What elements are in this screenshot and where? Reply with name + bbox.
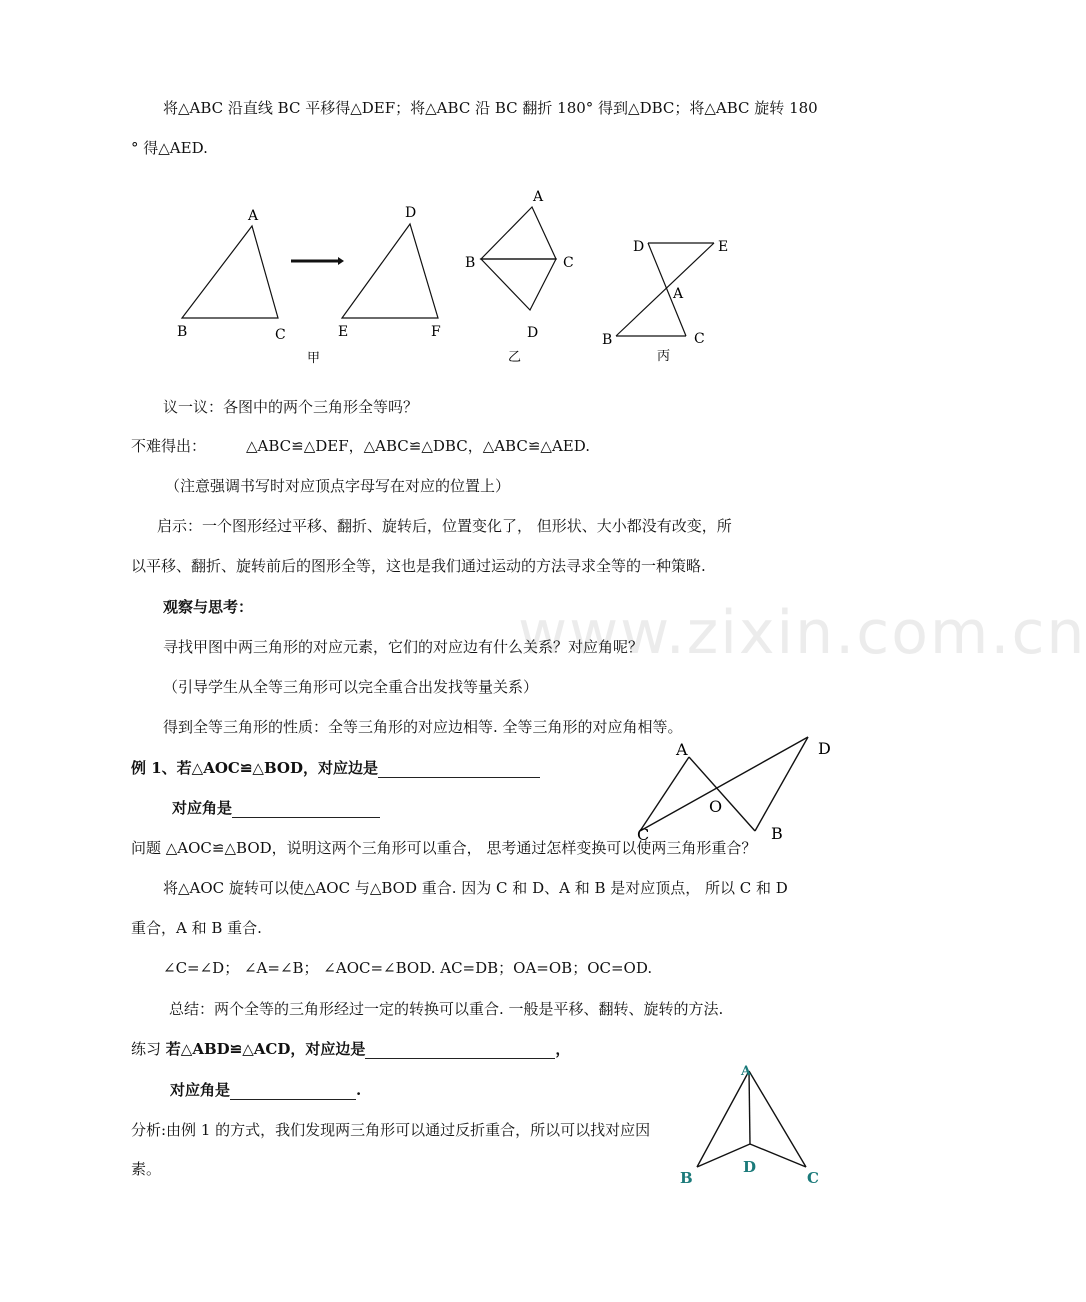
label-ex1-o: O xyxy=(709,797,723,816)
result-label: 不难得出： xyxy=(131,437,207,455)
label-yi-b: B xyxy=(465,255,476,271)
label-ex1-d: D xyxy=(818,739,831,758)
practice-comma: ， xyxy=(555,1040,571,1058)
triangle-def xyxy=(342,224,438,318)
label-pr-d: D xyxy=(743,1158,757,1176)
analysis-line-1: 分析:由例 1 的方式，我们发现两三角形可以通过反折重合，所以可以找对应因 xyxy=(131,1121,651,1139)
label-bing-d: D xyxy=(633,239,645,255)
observe-question: 寻找甲图中两三角形的对应元素，它们的对应边有什么关系？对应角呢？ xyxy=(163,638,644,656)
label-yi-c: C xyxy=(563,255,574,271)
label-yi-a: A xyxy=(533,189,544,205)
label-jia-a: A xyxy=(248,208,259,224)
practice-angles-blank[interactable] xyxy=(230,1083,356,1100)
insight-line-2: 以平移、翻折、旋转前后的图形全等，这也是我们通过运动的方法寻求全等的一种策略. xyxy=(131,557,706,575)
question: 问题 △AOC≌△BOD，说明这两个三角形可以重合， 思考通过怎样变换可以使两三角形重合？ xyxy=(131,839,757,857)
example1-sides-blank[interactable] xyxy=(378,761,540,778)
label-jia-b: B xyxy=(177,324,188,340)
label-bing-b: B xyxy=(602,332,613,348)
intro-line-2: ° 得△AED. xyxy=(131,139,208,157)
observe-title: 观察与思考： xyxy=(163,598,254,616)
explain-line-2: 重合，A 和 B 重合. xyxy=(131,919,262,937)
caption-jia: 甲 xyxy=(307,351,321,366)
label-def-e: E xyxy=(338,324,349,340)
practice-angle-text: 对应角是 xyxy=(170,1081,231,1099)
label-ex1-b: B xyxy=(771,824,783,843)
label-pr-c: C xyxy=(807,1169,819,1187)
label-yi-d: D xyxy=(527,325,539,341)
note-2: （引导学生从全等三角形可以完全重合出发找等量关系） xyxy=(163,678,539,696)
practice-period: . xyxy=(356,1081,362,1099)
translate-arrow-head xyxy=(338,257,344,265)
label-ex1-a: A xyxy=(676,740,688,759)
equalities: ∠C=∠D； ∠A=∠B； ∠AOC=∠BOD. AC=DB；OA=OB；OC=OD. xyxy=(163,959,653,977)
label-bing-e: E xyxy=(718,239,729,255)
property: 得到全等三角形的性质：全等三角形的对应边相等. 全等三角形的对应角相等。 xyxy=(163,718,683,736)
label-jia-c: C xyxy=(275,327,286,343)
example1-angles-blank[interactable] xyxy=(232,801,380,818)
label-def-d: D xyxy=(405,205,417,221)
result-text: △ABC≌△DEF，△ABC≌△DBC，△ABC≌△AED. xyxy=(246,437,590,455)
example1-text: 例 1、若△AOC≌△BOD，对应边是 xyxy=(131,759,378,777)
example1-angle-line xyxy=(172,798,380,818)
label-bing-a: A xyxy=(673,286,684,302)
practice-angle-line xyxy=(170,1080,361,1100)
note-1: （注意强调书写时对应顶点字母写在对应的位置上） xyxy=(165,477,511,495)
label-pr-a: A xyxy=(741,1064,752,1079)
triangle-abc-yi xyxy=(481,207,556,259)
caption-bing: 丙 xyxy=(657,349,671,364)
watermark: www.zixin.com.cn xyxy=(518,598,1086,668)
label-def-f: F xyxy=(431,324,441,340)
label-bing-c: C xyxy=(694,331,705,347)
triangle-dbc-yi xyxy=(481,259,556,310)
example1-line xyxy=(131,758,540,778)
explain-line-1: 将△AOC 旋转可以使△AOC 与△BOD 重合. 因为 C 和 D、A 和 B 是对应顶点， 所以 C 和 D xyxy=(163,879,788,897)
practice-text: 若△ABD≌△ACD，对应边是 xyxy=(165,1040,366,1058)
practice-line xyxy=(131,1039,570,1059)
triangle-abc-jia xyxy=(182,226,278,318)
summary: 总结：两个全等的三角形经过一定的转换可以重合. 一般是平移、翻转、旋转的方法. xyxy=(169,1000,724,1018)
analysis-line-2: 素。 xyxy=(131,1160,162,1178)
example1-angle-text: 对应角是 xyxy=(172,799,233,817)
intro-line-1: 将△ABC 沿直线 BC 平移得△DEF；将△ABC 沿 BC 翻折 180° 得到△DBC；将△ABC 旋转 180 xyxy=(163,99,818,117)
discussion: 议一议：各图中的两个三角形全等吗？ xyxy=(163,398,419,416)
label-ex1-c: C xyxy=(637,825,650,844)
caption-yi: 乙 xyxy=(508,350,522,365)
insight-line-1: 启示：一个图形经过平移、翻折、旋转后，位置变化了， 但形状、大小都没有改变，所 xyxy=(157,517,732,535)
practice-sides-blank[interactable] xyxy=(365,1042,555,1059)
practice-label: 练习 xyxy=(131,1040,162,1058)
label-pr-b: B xyxy=(680,1169,693,1187)
